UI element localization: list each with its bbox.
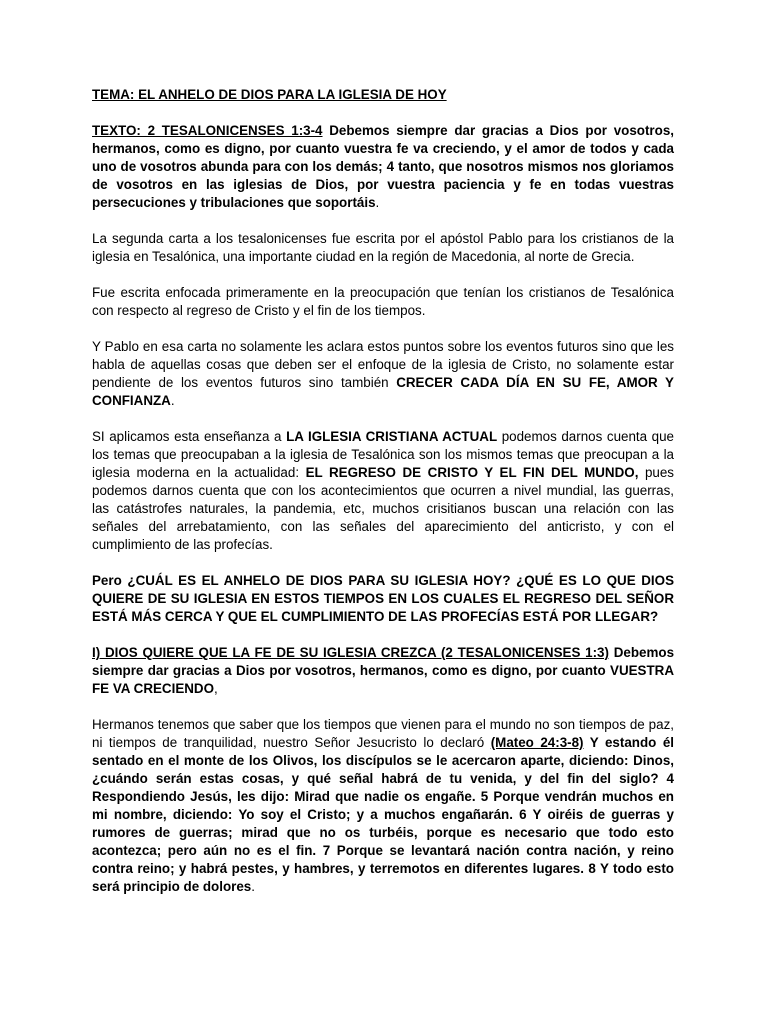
- matthew-text: Y estando él sentado en el monte de los Olivos, los discípulos se le acercaron aparte, diciendo: Dinos, ¿cuándo serán estas cosas, y qué señal habrá de tu venida, y del fin del siglo? 4 Respondiendo Jesús, les dijo: Mirad que nadie os engañe. 5 Porque vendrán muchos en mi nombre, diciendo: Yo soy el Cristo; y a muchos engañarán. 6 Y oiréis de guerras y rumores de guerras; mirad que no os turbéis, porque es necesario que todo esto acontezca; pero aún no es el fin. 7 Porque se levantará nación contra nación, y reino contra reino; y habrá pestes, y hambres, y terremotos en diferentes lugares. 8 Y todo esto será principio de dolores: [92, 735, 674, 894]
- paragraph-purpose: Fue escrita enfocada primeramente en la preocupación que tenían los cristianos de Tesalónica con respecto al regreso de Cristo y el fin de los tiempos.: [92, 285, 674, 318]
- scripture-paragraph: [92, 122, 674, 212]
- matthew-reference: (Mateo 24:3-8): [490, 735, 584, 750]
- focus-end: .: [170, 393, 175, 408]
- application-emphasis-2: EL REGRESO DE CRISTO Y EL FIN DEL MUNDO,: [305, 465, 639, 480]
- matthew-intro: Hermanos tenemos que saber que los tiempos que vienen para el mundo no son tiempos de paz, ni tiempos de tranquilidad, nuestro Señor Jesucristo lo declaró: [92, 717, 674, 750]
- scripture-end: .: [375, 195, 380, 210]
- section-one-end: ,: [214, 681, 218, 696]
- document-page: [92, 86, 674, 914]
- application-text-2: podemos darnos cuenta que los temas que preocupaban a la iglesia de Tesalónica son los mismos temas que preocupan a la iglesia moderna en la actualidad:: [92, 429, 674, 480]
- application-text-1: SI aplicamos esta enseñanza a: [92, 429, 287, 444]
- section-one-verse: Debemos siempre dar gracias a Dios por vosotros, hermanos, como es digno, por cuanto VUESTRA FE VA CRECIENDO: [92, 645, 675, 696]
- paragraph-question: Pero ¿CUÁL ES EL ANHELO DE DIOS PARA SU IGLESIA HOY? ¿QUÉ ES LO QUE DIOS QUIERE DE SU IGLESIA EN ESTOS TIEMPOS EN LOS CUALES EL REGRESO DEL SEÑOR ESTÁ MÁS CERCA Y QUE EL CUMPLIMIENTO DE LAS PROFECÍAS ESTÁ POR LLEGAR?: [92, 573, 674, 624]
- paragraph-matthew: [92, 716, 674, 896]
- section-one-heading: I) DIOS QUIERE QUE LA FE DE SU IGLESIA CREZCA (2 TESALONICENSES 1:3): [92, 645, 609, 660]
- scripture-text: Debemos siempre dar gracias a Dios por vosotros, hermanos, como es digno, por cuanto vuestra fe va creciendo, y el amor de todos y cada uno de vosotros abunda para con los demás; 4 tanto, que nosotros mismos nos gloriamos de vosotros en las iglesias de Dios, por vuestra paciencia y fe en todas vuestras persecuciones y tribulaciones que soportáis: [92, 123, 674, 210]
- section-one: [92, 644, 674, 698]
- paragraph-focus: [92, 338, 674, 410]
- paragraph-intro: La segunda carta a los tesalonicenses fue escrita por el apóstol Pablo para los cristianos de la iglesia en Tesalónica, una importante ciudad en la región de Macedonia, al norte de Grecia.: [92, 231, 674, 264]
- paragraph-application: [92, 428, 674, 554]
- scripture-reference: TEXTO: 2 TESALONICENSES 1:3-4: [92, 123, 323, 138]
- matthew-end: .: [251, 879, 255, 894]
- focus-emphasis: CRECER CADA DÍA EN SU FE, AMOR Y CONFIANZA: [92, 375, 674, 408]
- title-text: TEMA: EL ANHELO DE DIOS PARA LA IGLESIA DE HOY: [92, 87, 447, 102]
- application-emphasis-1: LA IGLESIA CRISTIANA ACTUAL: [286, 429, 498, 444]
- document-title: [92, 86, 674, 104]
- focus-text: Y Pablo en esa carta no solamente les aclara estos puntos sobre los eventos futuros sino que les habla de aquellas cosas que deben ser el enfoque de la iglesia de Cristo, no solamente estar pendiente de los eventos futuros sino también: [92, 339, 674, 390]
- application-text-3: pues podemos darnos cuenta que con los acontecimientos que ocurren a nivel mundial, las guerras, las catástrofes naturales, la pandemia, etc, muchos crisitianos buscan una relación con las señales del arrebatamiento, con las señales del aparecimiento del anticristo, y con el cumplimiento de las profecías.: [92, 465, 674, 552]
